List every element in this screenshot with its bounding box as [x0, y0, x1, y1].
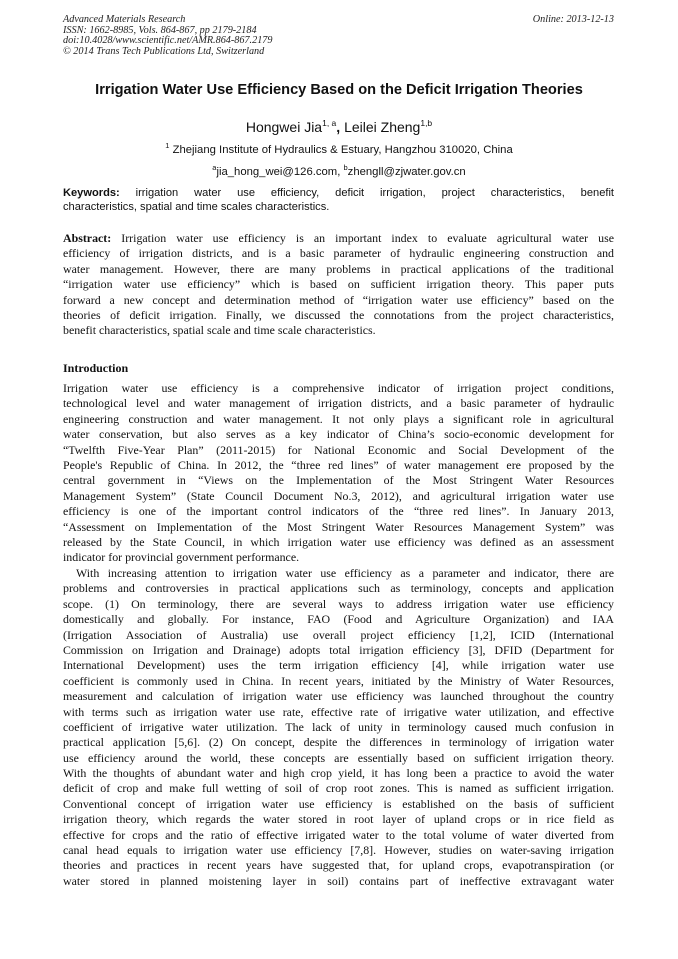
journal-meta — [63, 15, 272, 57]
text-line: with terms such as irrigation water use rate, effective rate of irrigative water utilization, and effective — [63, 704, 614, 719]
abstract-label: Abstract: — [63, 231, 112, 245]
text-line: forward a new concept and determination method of “irrigation water use efficiency” based on the — [63, 292, 614, 307]
author-name: Hongwei Jia — [245, 119, 323, 135]
text-line: theories and practices in recent years have suggested that, for upland crops, evapotranspiration (or — [63, 858, 614, 873]
intro-paragraph-2 — [63, 566, 614, 889]
author-separator: , — [336, 119, 345, 135]
text-line: Keywords: irrigation water use efficiency, deficit irrigation, project characteristics, benefit — [63, 187, 614, 199]
journal-copyright: © 2014 Trans Tech Publications Ltd, Switzerland — [63, 45, 265, 57]
affiliation-text: Zhejiang Institute of Hydraulics & Estuary, Hangzhou 310020, China — [169, 144, 513, 156]
email-line — [0, 161, 678, 179]
text-line: scope. (1) On terminology, there are several ways to address irrigation water use efficiency — [63, 596, 614, 611]
text-line: benefit characteristics, spatial scale and time scale characteristics. — [63, 323, 376, 338]
text-line: (Irrigation Association of Australia) use overall project efficiency [1,2], ICID (International — [63, 627, 614, 642]
text-line: Management System” (State Council Document No.3, 2012), and agricultural irrigation water use — [63, 488, 614, 503]
affiliation-superscript: 1 — [165, 141, 170, 150]
email-address: jia_hong_wei@126.com, — [216, 166, 344, 178]
journal-doi: doi:10.4028/www.scientific.net/AMR.864-867.2179 — [63, 35, 273, 47]
intro-paragraph-1 — [63, 381, 614, 566]
text-line: deficit of crop and make full wetting of soil of crop root zones. This is named as sufficient irrigation. — [63, 781, 614, 796]
text-line: domestically and globally. For instance, FAO (Food and Agriculture Organization) and IAA — [63, 612, 614, 627]
text-line: problems and controversies in practical applications such as terminology, concepts and application — [63, 581, 614, 596]
text-line: water management. However, there are many problems in practical applications of the traditional — [63, 261, 614, 276]
affiliation — [0, 139, 678, 157]
abstract — [63, 231, 614, 339]
text-line: efficiency of irrigation districts, and is a basic parameter of hydraulic engineering construction and — [63, 246, 614, 261]
email-superscript: b — [343, 163, 348, 172]
text-line: central government in “Views on the Implementation of the Most Stringent Water Resources — [63, 473, 614, 488]
email-address: zhengll@zjwater.gov.cn — [347, 166, 466, 178]
journal-name: Advanced Materials Research — [63, 14, 186, 25]
text-line: “Assessment on Implementation of the Most Stringent Water Resources Management System” was — [63, 519, 614, 534]
text-line: engineering construction and water management. It not only plays a significant role in agricultural — [63, 411, 614, 426]
author-superscript: 1, a — [322, 118, 337, 128]
keywords-label: Keywords: — [63, 187, 120, 199]
text-line: water conservation, but also serves as a key indicator of China’s socio-economic development for — [63, 427, 614, 442]
author-line — [0, 114, 678, 136]
text-line: irrigation theory, which regards the water stored in root layer of upland crops or in rice field as — [63, 812, 614, 827]
text-line: “irrigation water use efficiency” which is based on sufficient irrigation theory. This paper puts — [63, 277, 614, 292]
text-line: Irrigation water use efficiency is a comprehensive indicator of irrigation project conditions, — [63, 381, 614, 395]
journal-issn: ISSN: 1662-8985, Vols. 864-867, pp 2179-2184 — [63, 24, 257, 36]
text-line: technological level and water management of irrigation districts, and a basic parameter of hydraulic — [63, 396, 614, 411]
text-line: effective for crops and the ratio of effective irrigated water to the total volume of water diverted from — [63, 827, 614, 842]
author-name: Leilei Zheng — [344, 119, 421, 135]
text-line: International Development) uses the term irrigation efficiency [4], while irrigation water use — [63, 658, 614, 673]
text-line: water stored in planned moistening layer in soil) contains part of ineffective extravagant water — [63, 873, 614, 888]
author-superscript: 1,b — [420, 118, 433, 128]
keywords — [63, 186, 614, 214]
email-superscript: a — [212, 163, 217, 172]
text-line: With increasing attention to irrigation water use efficiency as a parameter and indicator, there are — [76, 566, 614, 580]
text-line: Commission on Irrigation and Drainage) adopts total irrigation efficiency [3], DFID (Department for — [63, 642, 614, 657]
text-line: measurement and calculation of irrigation water use efficiency was launched throughout the country — [63, 689, 614, 704]
text-line: efficiency is one of the important control indicators of the “three red lines”. In January 2013, — [63, 504, 614, 519]
text-line: practical application [5,6]. (2) On concept, despite the differences in terminology of irrigation water — [63, 735, 614, 750]
text-line: canal head equals to irrigation water use efficiency [7,8]. However, studies on water-saving irrigation — [63, 843, 614, 858]
text-line: coefficient is commonly used in China. In recent years, initiated by the Ministry of Water Resources, — [63, 673, 614, 688]
text-line: indicator for provincial government performance. — [63, 550, 300, 565]
text-line: use efficiency around the world, these concepts are essentially based on sufficient irrigation theory. — [63, 750, 614, 765]
text-line: “Twelfth Five-Year Plan” (2011-2015) for National Economic and Social Development of the — [63, 442, 614, 457]
online-date: Online: 2013-12-13 — [532, 14, 614, 25]
text-line: characteristics, spatial and time scales characteristics. — [63, 201, 330, 214]
text-line: With the thoughts of abundant water and high crop yield, it has long been a practice to avoid the water — [63, 766, 614, 781]
text-line: released by the State Council, in which irrigation water use efficiency was defined as an assessment — [63, 534, 614, 549]
text-line: coefficient of irrigative water utilization. The lack of unity in terminology caused much confusion in — [63, 719, 614, 734]
text-line: People's Republic of China. In 2012, the “three red lines” of water management ere proposed by the — [63, 457, 614, 472]
text-line: Conventional concept of irrigation water use efficiency is established on the basis of sufficient — [63, 796, 614, 811]
section-heading: Introduction — [63, 361, 129, 375]
text-line: theories of deficit irrigation. Finally, we discussed the connotations from the project characteristics, — [63, 307, 614, 322]
paper-title: Irrigation Water Use Efficiency Based on the Deficit Irrigation Theories — [95, 82, 583, 98]
text-line: Abstract: Irrigation water use efficiency is an important index to evaluate agricultural water use — [63, 231, 614, 245]
